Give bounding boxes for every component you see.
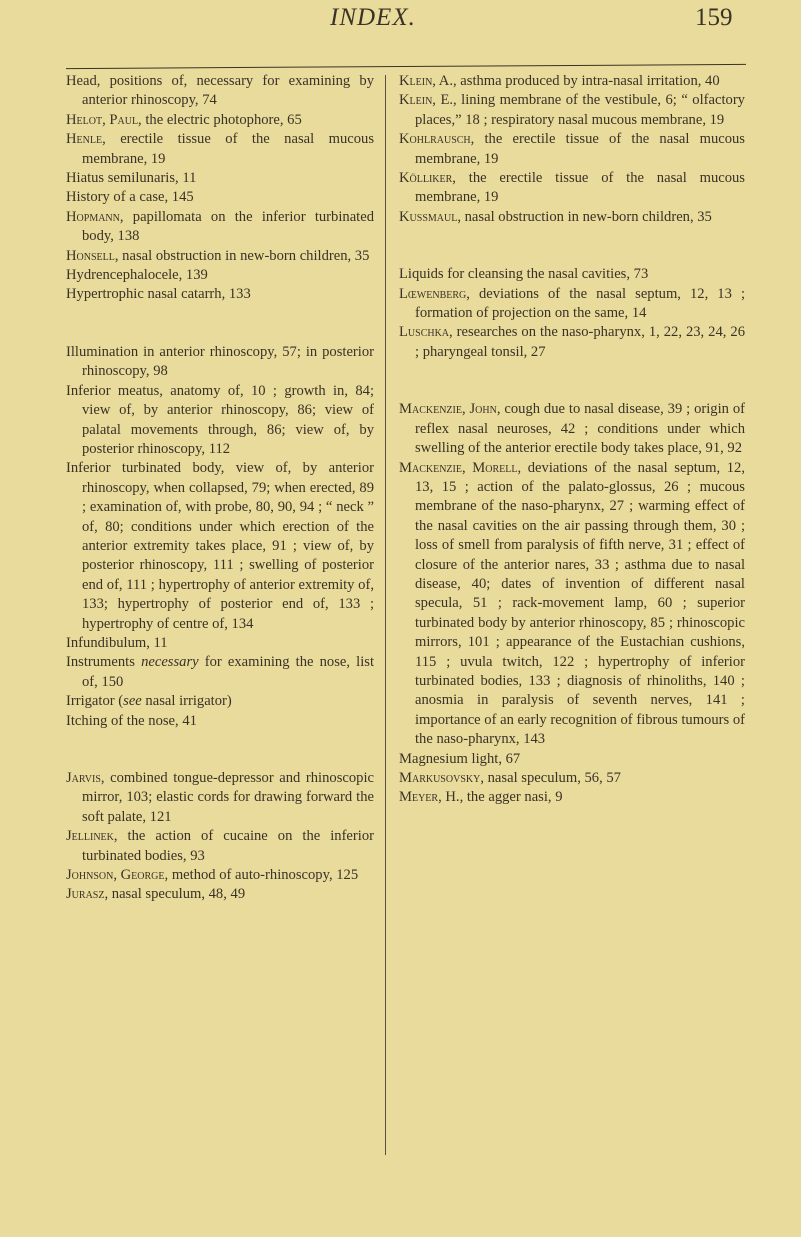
entry-text: the agger nasi, 9 [463,789,563,806]
entry-text: combined tongue-depressor and rhinoscopic mirror, 103; elastic cords for drawing forward the soft palate, 121 [82,770,374,825]
entry-text: researches on the naso-pharynx, 1, 22, 23, 24, 26 ; pharyngeal tonsil, 27 [415,324,745,360]
entry-name: Jarvis, [66,770,105,786]
index-entry [399,91,745,130]
page-number: 159 [695,4,733,31]
index-entry [399,788,745,807]
index-entry [399,72,745,91]
index-entry [66,382,374,460]
entry-text: nasal speculum, 56, 57 [483,770,621,786]
index-entry [66,866,374,885]
entry-text: the electric photophore, 65 [141,111,302,128]
column-divider [385,75,386,1155]
entry-text: nasal obstruction in new-born children, 35 [460,208,712,225]
header-rule [66,64,746,69]
page-title: INDEX. [330,4,416,31]
page-header [0,4,801,44]
entry-name: Kohlrausch, [399,131,475,148]
index-entry [66,169,374,188]
index-entry [66,634,374,653]
entry-name: Hopmann, [66,208,124,225]
index-entry [399,459,745,750]
index-entry [399,750,745,769]
entry-name: Kussmaul, [399,208,461,225]
index-entry [399,265,745,284]
entry-text: Inferior meatus, anatomy of, 10 ; growth in, 84; view of, by anterior rhinoscopy, 86; view of palatal movements through, 86; view of, by posterior rhinoscopy, 112 [66,382,374,457]
index-entry [66,266,374,285]
entry-name: Honsell, [66,247,119,264]
entry-name: Markusovsky, [399,770,484,786]
index-entry [66,885,374,904]
index-entry [399,169,745,208]
entry-text: the erectile tissue of the nasal mucous membrane, 19 [415,131,745,167]
entry-name: Jellinek, [66,828,118,845]
index-entry [66,653,374,692]
entry-name: Meyer, H., [399,789,464,806]
index-column-right [399,72,745,808]
index-entry [399,208,745,227]
entry-text: the erectile tissue of the nasal mucous membrane, 19 [415,170,745,206]
entry-name: Helot, Paul, [66,111,142,128]
entry-text: Liquids for cleansing the nasal cavities, 73 [399,266,649,283]
entry-text: deviations of the nasal septum, 12, 13 ; formation of projection on the same, 14 [415,285,745,322]
entry-text: erectile tissue of the nasal mucous membrane, 19 [82,131,374,167]
index-entry [66,111,374,130]
entry-text: Irrigator ( [66,693,124,710]
index-entry [66,188,374,207]
index-entry [66,459,374,634]
index-entry [66,72,374,111]
entry-name: Mackenzie, John, [399,401,501,418]
entry-text: Illumination in anterior rhinoscopy, 57; in posterior rhinoscopy, 98 [66,343,374,380]
entry-text: Itching of the nose, 41 [66,712,197,729]
entry-text: cough due to nasal disease, 39 ; origin of reflex nasal neuroses, 42 ; conditions under which swelling of the anterior erectile body takes place, 91, 92 [415,401,745,457]
entry-text: Head, positions of, necessary for examining by anterior rhinoscopy, 74 [66,73,374,109]
entry-name: Johnson, George, [66,867,169,884]
entry-name: Lœwenberg, [399,285,470,302]
index-entry [66,769,374,827]
index-entry [399,285,745,324]
index-entry [66,712,374,731]
entry-text: method of auto-rhinoscopy, 125 [168,867,359,884]
entry-italic: necessary [141,654,199,671]
entry-text: nasal obstruction in new-born children, 35 [118,247,370,264]
entry-text: for examining the nose, list of, 150 [82,654,375,690]
entry-text: papillomata on the inferior turbinated body, 138 [82,208,374,245]
index-entry [399,769,745,788]
entry-text: Instruments [66,654,142,671]
index-letter-group [66,72,374,305]
entry-text: Magnesium light, 67 [399,750,521,767]
index-entry [399,400,745,458]
entry-text: Hydrencephalocele, 139 [66,267,208,284]
entry-text: Infundibulum, 11 [66,634,168,651]
index-letter-group [66,769,374,905]
index-entry [399,323,745,362]
index-letter-group [399,400,745,808]
index-entry [66,130,374,169]
index-letter-group [399,72,745,227]
entry-name: Kölliker, [399,170,456,187]
entry-text: nasal speculum, 48, 49 [108,886,246,903]
entry-text: lining membrane of the vestibule, 6; “ olfactory places,” 18 ; respiratory nasal mucous membrane, 19 [415,92,745,128]
entry-name: Mackenzie, Morell, [399,459,522,476]
index-entry [399,130,745,169]
entry-name: Luschka, [399,324,453,341]
entry-text: asthma produced by intra-nasal irritation, 40 [456,73,720,89]
index-entry [66,247,374,266]
index-entry [66,692,374,711]
entry-name: Klein, A., [399,73,457,89]
entry-text: Hiatus semilunaris, 11 [66,170,197,187]
index-entry [66,208,374,247]
entry-text: nasal irrigator) [141,693,232,710]
entry-name: Jurasz, [66,886,109,903]
entry-text: Inferior turbinated body, view of, by anterior rhinoscopy, when collapsed, 79; when erected, 89 ; examination of, with probe, 80, 90, 94 ; “ neck ” of, 80; conditions under which erection of the anterior extremity takes place, 91 ; view of, by posterior rhinoscopy, 111 ; swelling of posterior end of, 111 ; hypertrophy of anterior extremity of, 133; hypertrophy of posterior end of, 133 ; hypertrophy of centre of, 134 [66,460,374,632]
index-entry [66,827,374,866]
index-column-left [66,72,374,905]
entry-name: Henle, [66,131,106,148]
entry-text: deviations of the nasal septum, 12, 13, 15 ; action of the palato-glossus, 26 ; mucous membrane of the naso-pharynx, 27 ; warming effect of the nasal cavities on the air passing through them, 30 ; loss of smell from paralysis of fifth nerve, 31 ; effect of closure of the anterior nares, 33 ; asthma due to nasal disease, 40; dates of invention of different nasal specula, 51 ; rack-movement lamp, 60 ; superior turbinated body by anterior rhinoscopy, 85 ; rhinoscopic mirrors, 101 ; appearance of the Eustachian cushions, 115 ; uvula twitch, 122 ; hypertrophy of inferior turbinated bodies, 133 ; diagnosis of rhinoliths, 140 ; anosmia in paralysis of seventh nerves, 141 ; importance of an early recognition of fibrous tumours of the naso-pharynx, 143 [415,459,745,748]
index-entry [66,343,374,382]
entry-text: the action of cucaine on the inferior turbinated bodies, 93 [82,828,374,864]
index-entry [66,285,374,304]
entry-name: Klein, E., [399,92,457,109]
entry-text: History of a case, 145 [66,189,194,206]
index-letter-group [66,343,374,731]
entry-italic: see [123,693,142,710]
index-letter-group [399,265,745,362]
entry-text: Hypertrophic nasal catarrh, 133 [66,286,251,303]
